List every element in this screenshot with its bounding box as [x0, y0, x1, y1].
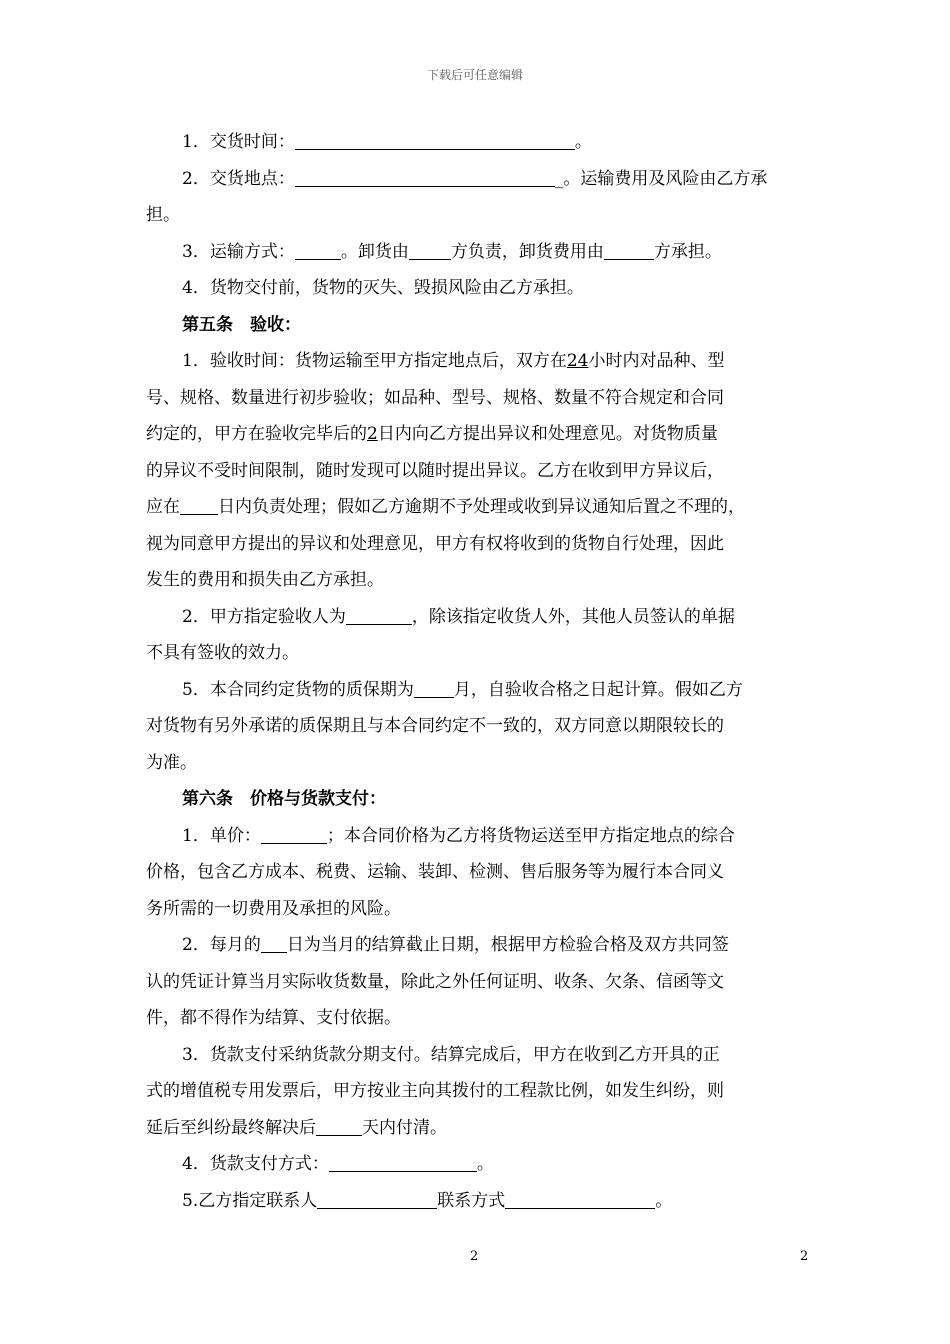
- blank-field: [295, 129, 575, 150]
- clause-settlement: 2．每月的 日为当月的结算截止日期，根据甲方检验合格及双方共同签: [146, 927, 811, 964]
- clause-text: 担。: [146, 205, 180, 225]
- clause-delivery-time: 1．交货时间： 。: [146, 124, 811, 161]
- clause-text: 发生的费用和损失由乙方承担。: [146, 570, 384, 590]
- clause-text: 件，都不得作为结算、支付依据。: [146, 1008, 401, 1028]
- article-heading: 第五条 验收：: [182, 314, 301, 335]
- blank-field: [261, 932, 287, 953]
- clause-delivery-place: 2．交货地点： _。运输费用及风险由乙方承: [146, 161, 811, 198]
- clause-text: 不具有签收的效力。: [146, 643, 299, 663]
- clause-text: 认的凭证计算当月实际收货数量，除此之外任何证明、收条、欠条、信函等文: [146, 971, 724, 992]
- clause-text: 号、规格、数量进行初步验收；如品种、型号、规格、数量不符合规定和合同: [146, 387, 724, 408]
- clause-payment-method: 4．货款支付方式： 。: [146, 1146, 811, 1183]
- blank-field: [346, 604, 412, 625]
- clause-text: 务所需的一切费用及承担的风险。: [146, 898, 401, 919]
- clause-text: 为准。: [146, 752, 197, 773]
- clause-inspection-time: 1．验收时间：货物运输至甲方指定地点后，双方在24小时内对品种、型: [182, 351, 725, 371]
- clause-transport: 3．运输方式： 。卸货由 方负责，卸货费用由 方承担。: [146, 234, 811, 271]
- clause-text: 对货物有另外承诺的质保期且与本合同约定不一致的，双方同意以期限较长的: [146, 716, 724, 736]
- article-heading: 第六条 价格与货款支付：: [182, 789, 386, 809]
- clause-text: 视为同意甲方提出的异议和处理意见，甲方有权将收到的货物自行处理，因此: [146, 533, 724, 554]
- page-number: 2: [800, 1249, 809, 1264]
- clause-text: 约定的，甲方在验收完毕后的2日内向乙方提出异议和处理意见。对货物质量: [146, 424, 718, 444]
- blank-field: [414, 677, 454, 698]
- clause-text: 价格，包含乙方成本、税费、运输、装卸、检测、售后服务等为履行本合同义: [146, 862, 724, 882]
- document-body: [146, 124, 811, 1219]
- clause-text: 4．货物交付前，货物的灭失、毁损风险由乙方承担。: [182, 278, 584, 298]
- filled-value: 24: [566, 351, 589, 371]
- clause-text: 延后至纠纷最终解决后 天内付清。: [146, 1110, 811, 1147]
- clause-warranty: 5．本合同约定货物的质保期为 月，自验收合格之日起计算。假如乙方: [146, 672, 811, 709]
- blank-field: [295, 239, 341, 260]
- blank-field: [261, 823, 327, 844]
- blank-field: [604, 239, 654, 260]
- blank-field: [180, 494, 218, 515]
- blank-field: [329, 1151, 477, 1172]
- clause-contact: 5.乙方指定联系人 联系方式 。: [146, 1183, 811, 1220]
- blank-field: [295, 166, 555, 187]
- clause-text: 应在 日内负责处理；假如乙方逾期不予处理或收到异议通知后置之不理的，: [146, 489, 811, 526]
- blank-field: [317, 1188, 437, 1209]
- filled-value: 2: [367, 424, 378, 444]
- blank-field: [316, 1115, 362, 1136]
- clause-unit-price: 1．单价： ；本合同价格为乙方将货物运送至甲方指定地点的综合: [146, 818, 811, 855]
- clause-text: 式的增值税专用发票后，甲方按业主向其拨付的工程款比例，如发生纠纷，则: [146, 1081, 724, 1101]
- blank-field: [409, 239, 451, 260]
- clause-text: 的异议不受时间限制，随时发现可以随时提出异议。乙方在收到甲方异议后，: [146, 460, 724, 481]
- clause-payment: 3．货款支付采纳货款分期支付。结算完成后，甲方在收到乙方开具的正: [182, 1044, 720, 1065]
- blank-field: [505, 1188, 655, 1209]
- clause-inspector: 2．甲方指定验收人为 ，除该指定收货人外，其他人员签认的单据: [146, 599, 811, 636]
- page-number: 2: [470, 1249, 479, 1264]
- page-header: 下载后可任意编辑: [426, 68, 523, 82]
